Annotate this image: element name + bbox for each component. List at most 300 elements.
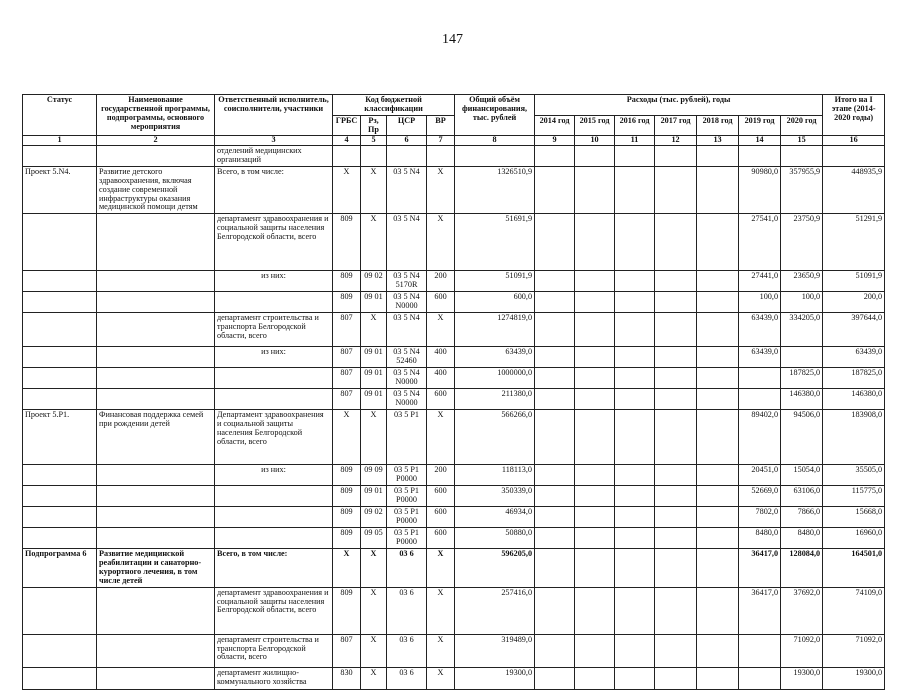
year-2020-cell: 100,0 — [781, 292, 823, 313]
status-cell — [23, 667, 97, 689]
total-cell: 51691,9 — [455, 214, 535, 271]
total-cell: 118113,0 — [455, 465, 535, 486]
column-number: 3 — [215, 136, 333, 146]
total-cell: 50880,0 — [455, 528, 535, 549]
year-2020-cell: 63106,0 — [781, 486, 823, 507]
year-2018-cell — [697, 634, 739, 667]
stage-total-cell: 146380,0 — [823, 389, 885, 410]
year-2014-cell — [535, 292, 575, 313]
status-cell — [23, 146, 97, 167]
year-2015-cell — [575, 292, 615, 313]
name-cell — [97, 271, 215, 292]
year-2017-cell — [655, 292, 697, 313]
year-2018-cell — [697, 271, 739, 292]
stage-total-cell: 15668,0 — [823, 507, 885, 528]
stage-total-cell: 63439,0 — [823, 347, 885, 368]
name-cell — [97, 313, 215, 347]
year-2017-cell — [655, 347, 697, 368]
table-row — [23, 368, 885, 389]
year-2019-cell — [739, 634, 781, 667]
rzpr-cell: 09 01 — [361, 368, 387, 389]
total-cell: 1000000,0 — [455, 368, 535, 389]
year-2017-cell — [655, 667, 697, 689]
csr-cell: 03 6 — [387, 549, 427, 587]
stage-total-cell: 71092,0 — [823, 634, 885, 667]
grbs-cell: 809 — [333, 507, 361, 528]
stage-total-cell: 183908,0 — [823, 410, 885, 465]
page-number: 147 — [442, 32, 463, 47]
year-2015-cell — [575, 347, 615, 368]
table-row — [23, 146, 885, 167]
executor-cell — [215, 368, 333, 389]
grbs-cell: 809 — [333, 587, 361, 634]
status-cell: Проект 5.N4. — [23, 167, 97, 214]
column-number: 1 — [23, 136, 97, 146]
name-cell — [97, 389, 215, 410]
stage-total-cell: 51291,9 — [823, 214, 885, 271]
total-cell: 1326510,9 — [455, 167, 535, 214]
year-2020-cell: 8480,0 — [781, 528, 823, 549]
year-2015-cell — [575, 507, 615, 528]
grbs-cell: 809 — [333, 292, 361, 313]
year-2014-cell — [535, 167, 575, 214]
year-2016-cell — [615, 347, 655, 368]
executor-cell: из них: — [215, 347, 333, 368]
year-2015-cell — [575, 146, 615, 167]
year-2020-cell: 128084,0 — [781, 549, 823, 587]
csr-cell: 03 5 Р1 Р0000 — [387, 507, 427, 528]
column-number: 10 — [575, 136, 615, 146]
grbs-cell: 809 — [333, 214, 361, 271]
year-2020-cell: 15054,0 — [781, 465, 823, 486]
year-2019-cell: 36417,0 — [739, 587, 781, 634]
year-2016-cell — [615, 528, 655, 549]
vr-cell: 600 — [427, 389, 455, 410]
year-2015-cell — [575, 634, 615, 667]
name-cell — [97, 634, 215, 667]
year-2020-cell: 94506,0 — [781, 410, 823, 465]
csr-cell: 03 5 N4 N0000 — [387, 368, 427, 389]
vr-cell: Х — [427, 410, 455, 465]
total-cell: 46934,0 — [455, 507, 535, 528]
year-2016-cell — [615, 549, 655, 587]
year-2015-cell — [575, 667, 615, 689]
status-cell — [23, 368, 97, 389]
rzpr-cell: Х — [361, 587, 387, 634]
year-2019-cell — [739, 146, 781, 167]
status-cell — [23, 507, 97, 528]
year-2018-cell — [697, 587, 739, 634]
vr-cell: Х — [427, 214, 455, 271]
year-2020-cell: 23750,9 — [781, 214, 823, 271]
header-name: Наименование государственной программы, подпрограммы, основного мероприятия — [97, 95, 215, 136]
table-row — [23, 292, 885, 313]
total-cell: 63439,0 — [455, 347, 535, 368]
table-body — [23, 136, 885, 689]
year-2017-cell — [655, 465, 697, 486]
year-2016-cell — [615, 465, 655, 486]
year-2017-cell — [655, 410, 697, 465]
year-2016-cell — [615, 271, 655, 292]
year-2017-cell — [655, 271, 697, 292]
vr-cell: 600 — [427, 292, 455, 313]
grbs-cell: 807 — [333, 347, 361, 368]
year-2019-cell: 20451,0 — [739, 465, 781, 486]
table-row — [23, 389, 885, 410]
rzpr-cell: Х — [361, 410, 387, 465]
header-year-2018: 2018 год — [697, 115, 739, 136]
year-2020-cell: 19300,0 — [781, 667, 823, 689]
grbs-cell: Х — [333, 410, 361, 465]
year-2015-cell — [575, 486, 615, 507]
header-year-2017: 2017 год — [655, 115, 697, 136]
year-2015-cell — [575, 549, 615, 587]
vr-cell: 600 — [427, 486, 455, 507]
total-cell: 257416,0 — [455, 587, 535, 634]
year-2020-cell — [781, 347, 823, 368]
status-cell — [23, 634, 97, 667]
year-2016-cell — [615, 587, 655, 634]
rzpr-cell: Х — [361, 549, 387, 587]
executor-cell: департамент жилищно-коммунального хозяйства — [215, 667, 333, 689]
header-stage-total: Итого на I этапе (2014-2020 годы) — [823, 95, 885, 136]
rzpr-cell: 09 02 — [361, 271, 387, 292]
grbs-cell: 809 — [333, 271, 361, 292]
year-2016-cell — [615, 167, 655, 214]
column-number: 4 — [333, 136, 361, 146]
grbs-cell: 830 — [333, 667, 361, 689]
year-2018-cell — [697, 410, 739, 465]
year-2014-cell — [535, 313, 575, 347]
year-2014-cell — [535, 465, 575, 486]
name-cell: Развитие детского здравоохранения, включая создание современной инфраструктуры оказания медицинской помощи детям — [97, 167, 215, 214]
status-cell — [23, 528, 97, 549]
year-2014-cell — [535, 549, 575, 587]
year-2015-cell — [575, 368, 615, 389]
executor-cell — [215, 389, 333, 410]
year-2018-cell — [697, 368, 739, 389]
vr-cell: 600 — [427, 507, 455, 528]
year-2015-cell — [575, 465, 615, 486]
year-2018-cell — [697, 667, 739, 689]
executor-cell: из них: — [215, 271, 333, 292]
year-2015-cell — [575, 528, 615, 549]
year-2019-cell: 8480,0 — [739, 528, 781, 549]
executor-cell: департамент строительства и транспорта Белгородской области, всего — [215, 634, 333, 667]
total-cell: 211380,0 — [455, 389, 535, 410]
year-2020-cell: 187825,0 — [781, 368, 823, 389]
year-2016-cell — [615, 667, 655, 689]
total-cell: 1274819,0 — [455, 313, 535, 347]
year-2020-cell: 334205,0 — [781, 313, 823, 347]
csr-cell: 03 5 N4 — [387, 167, 427, 214]
vr-cell: Х — [427, 667, 455, 689]
year-2014-cell — [535, 486, 575, 507]
year-2018-cell — [697, 465, 739, 486]
column-number: 11 — [615, 136, 655, 146]
year-2019-cell: 7802,0 — [739, 507, 781, 528]
stage-total-cell: 51091,9 — [823, 271, 885, 292]
budget-table — [22, 94, 885, 690]
year-2015-cell — [575, 167, 615, 214]
table-row — [23, 667, 885, 689]
vr-cell: Х — [427, 167, 455, 214]
stage-total-cell: 74109,0 — [823, 587, 885, 634]
status-cell — [23, 271, 97, 292]
header-year-2020: 2020 год — [781, 115, 823, 136]
year-2014-cell — [535, 410, 575, 465]
year-2018-cell — [697, 389, 739, 410]
table-row — [23, 214, 885, 271]
year-2015-cell — [575, 410, 615, 465]
table-row — [23, 634, 885, 667]
table-row — [23, 587, 885, 634]
csr-cell: 03 5 N4 5170R — [387, 271, 427, 292]
column-number: 5 — [361, 136, 387, 146]
header-year-2015: 2015 год — [575, 115, 615, 136]
year-2020-cell: 23650,9 — [781, 271, 823, 292]
stage-total-cell: 35505,0 — [823, 465, 885, 486]
year-2019-cell: 52669,0 — [739, 486, 781, 507]
rzpr-cell — [361, 146, 387, 167]
vr-cell: 600 — [427, 528, 455, 549]
year-2014-cell — [535, 587, 575, 634]
rzpr-cell: 09 01 — [361, 389, 387, 410]
header-budget-code: Код бюджетной классификации — [333, 95, 455, 116]
year-2019-cell: 27541,0 — [739, 214, 781, 271]
name-cell — [97, 214, 215, 271]
rzpr-cell: 09 02 — [361, 507, 387, 528]
year-2020-cell: 146380,0 — [781, 389, 823, 410]
header-year-2014: 2014 год — [535, 115, 575, 136]
year-2016-cell — [615, 507, 655, 528]
name-cell — [97, 667, 215, 689]
name-cell — [97, 146, 215, 167]
name-cell: Финансовая поддержка семей при рождении детей — [97, 410, 215, 465]
total-cell: 600,0 — [455, 292, 535, 313]
year-2017-cell — [655, 389, 697, 410]
table-row — [23, 486, 885, 507]
grbs-cell: 809 — [333, 528, 361, 549]
vr-cell: 400 — [427, 347, 455, 368]
status-cell — [23, 214, 97, 271]
grbs-cell: Х — [333, 167, 361, 214]
grbs-cell: 809 — [333, 486, 361, 507]
year-2016-cell — [615, 486, 655, 507]
header-year-2019: 2019 год — [739, 115, 781, 136]
year-2016-cell — [615, 410, 655, 465]
year-2016-cell — [615, 634, 655, 667]
name-cell — [97, 587, 215, 634]
year-2018-cell — [697, 313, 739, 347]
vr-cell: 200 — [427, 465, 455, 486]
vr-cell: Х — [427, 634, 455, 667]
column-number: 7 — [427, 136, 455, 146]
csr-cell: 03 5 Р1 Р0000 — [387, 465, 427, 486]
csr-cell: 03 5 N4 N0000 — [387, 389, 427, 410]
vr-cell: Х — [427, 587, 455, 634]
name-cell — [97, 368, 215, 389]
year-2018-cell — [697, 486, 739, 507]
year-2014-cell — [535, 271, 575, 292]
stage-total-cell — [823, 146, 885, 167]
year-2018-cell — [697, 347, 739, 368]
year-2019-cell: 36417,0 — [739, 549, 781, 587]
year-2016-cell — [615, 389, 655, 410]
status-cell — [23, 292, 97, 313]
table-header — [23, 95, 885, 136]
rzpr-cell: 09 05 — [361, 528, 387, 549]
total-cell: 51091,9 — [455, 271, 535, 292]
year-2019-cell: 27441,0 — [739, 271, 781, 292]
year-2014-cell — [535, 368, 575, 389]
year-2014-cell — [535, 507, 575, 528]
year-2019-cell: 90980,0 — [739, 167, 781, 214]
status-cell — [23, 465, 97, 486]
year-2018-cell — [697, 292, 739, 313]
column-number: 14 — [739, 136, 781, 146]
year-2019-cell — [739, 368, 781, 389]
vr-cell: Х — [427, 313, 455, 347]
vr-cell: 400 — [427, 368, 455, 389]
header-total-volume: Общий объём финансирования, тыс. рублей — [455, 95, 535, 136]
total-cell: 350339,0 — [455, 486, 535, 507]
year-2016-cell — [615, 368, 655, 389]
csr-cell: 03 6 — [387, 634, 427, 667]
header-year-2016: 2016 год — [615, 115, 655, 136]
year-2016-cell — [615, 214, 655, 271]
table-row — [23, 347, 885, 368]
vr-cell: 200 — [427, 271, 455, 292]
grbs-cell: 807 — [333, 634, 361, 667]
year-2017-cell — [655, 486, 697, 507]
year-2015-cell — [575, 587, 615, 634]
status-cell — [23, 389, 97, 410]
total-cell — [455, 146, 535, 167]
stage-total-cell: 200,0 — [823, 292, 885, 313]
executor-cell: департамент здравоохранения и социальной защиты населения Белгородской области, всего — [215, 587, 333, 634]
csr-cell: 03 5 Р1 — [387, 410, 427, 465]
header-vr: ВР — [427, 115, 455, 136]
year-2018-cell — [697, 214, 739, 271]
status-cell — [23, 486, 97, 507]
header-executor: Ответственный исполнитель, соисполнители, участники — [215, 95, 333, 136]
executor-cell: департамент строительства и транспорта Белгородской области, всего — [215, 313, 333, 347]
grbs-cell: 807 — [333, 313, 361, 347]
name-cell — [97, 292, 215, 313]
year-2015-cell — [575, 271, 615, 292]
table-row — [23, 271, 885, 292]
grbs-cell: Х — [333, 549, 361, 587]
year-2014-cell — [535, 146, 575, 167]
csr-cell — [387, 146, 427, 167]
executor-cell: из них: — [215, 465, 333, 486]
column-number: 8 — [455, 136, 535, 146]
year-2019-cell: 63439,0 — [739, 313, 781, 347]
csr-cell: 03 6 — [387, 587, 427, 634]
status-cell — [23, 347, 97, 368]
year-2014-cell — [535, 347, 575, 368]
year-2018-cell — [697, 167, 739, 214]
year-2014-cell — [535, 214, 575, 271]
csr-cell: 03 5 N4 — [387, 214, 427, 271]
year-2017-cell — [655, 368, 697, 389]
rzpr-cell: Х — [361, 167, 387, 214]
total-cell: 19300,0 — [455, 667, 535, 689]
total-cell: 319489,0 — [455, 634, 535, 667]
year-2019-cell: 89402,0 — [739, 410, 781, 465]
table-row — [23, 507, 885, 528]
year-2014-cell — [535, 667, 575, 689]
stage-total-cell: 187825,0 — [823, 368, 885, 389]
rzpr-cell: Х — [361, 634, 387, 667]
year-2017-cell — [655, 167, 697, 214]
executor-cell: Департамент здравоохранения и социальной защиты населения Белгородской области, всего — [215, 410, 333, 465]
stage-total-cell: 397644,0 — [823, 313, 885, 347]
grbs-cell — [333, 146, 361, 167]
name-cell — [97, 465, 215, 486]
name-cell — [97, 507, 215, 528]
year-2017-cell — [655, 587, 697, 634]
executor-cell: департамент здравоохранения и социальной защиты населения Белгородской области, всего — [215, 214, 333, 271]
year-2014-cell — [535, 634, 575, 667]
stage-total-cell: 448935,9 — [823, 167, 885, 214]
year-2017-cell — [655, 146, 697, 167]
header-expenses: Расходы (тыс. рублей), годы — [535, 95, 823, 116]
status-cell — [23, 313, 97, 347]
column-number: 12 — [655, 136, 697, 146]
year-2020-cell: 357955,9 — [781, 167, 823, 214]
year-2017-cell — [655, 549, 697, 587]
year-2019-cell: 63439,0 — [739, 347, 781, 368]
year-2020-cell: 71092,0 — [781, 634, 823, 667]
year-2015-cell — [575, 214, 615, 271]
executor-cell — [215, 486, 333, 507]
csr-cell: 03 6 — [387, 667, 427, 689]
column-number: 6 — [387, 136, 427, 146]
column-number: 15 — [781, 136, 823, 146]
year-2018-cell — [697, 507, 739, 528]
executor-cell: отделений медицинских организаций — [215, 146, 333, 167]
name-cell — [97, 486, 215, 507]
year-2014-cell — [535, 528, 575, 549]
year-2020-cell — [781, 146, 823, 167]
column-numbers-row — [23, 136, 885, 146]
csr-cell: 03 5 N4 — [387, 313, 427, 347]
year-2016-cell — [615, 146, 655, 167]
year-2017-cell — [655, 507, 697, 528]
year-2020-cell: 7866,0 — [781, 507, 823, 528]
column-number: 9 — [535, 136, 575, 146]
year-2017-cell — [655, 313, 697, 347]
status-cell — [23, 587, 97, 634]
year-2018-cell — [697, 146, 739, 167]
executor-cell — [215, 528, 333, 549]
year-2014-cell — [535, 389, 575, 410]
stage-total-cell: 164501,0 — [823, 549, 885, 587]
table-row — [23, 465, 885, 486]
grbs-cell: 809 — [333, 465, 361, 486]
column-number: 2 — [97, 136, 215, 146]
year-2020-cell: 37692,0 — [781, 587, 823, 634]
executor-cell: Всего, в том числе: — [215, 167, 333, 214]
year-2017-cell — [655, 528, 697, 549]
stage-total-cell: 16960,0 — [823, 528, 885, 549]
total-cell: 596205,0 — [455, 549, 535, 587]
status-cell: Подпрограмма 6 — [23, 549, 97, 587]
table-row — [23, 167, 885, 214]
vr-cell: Х — [427, 549, 455, 587]
